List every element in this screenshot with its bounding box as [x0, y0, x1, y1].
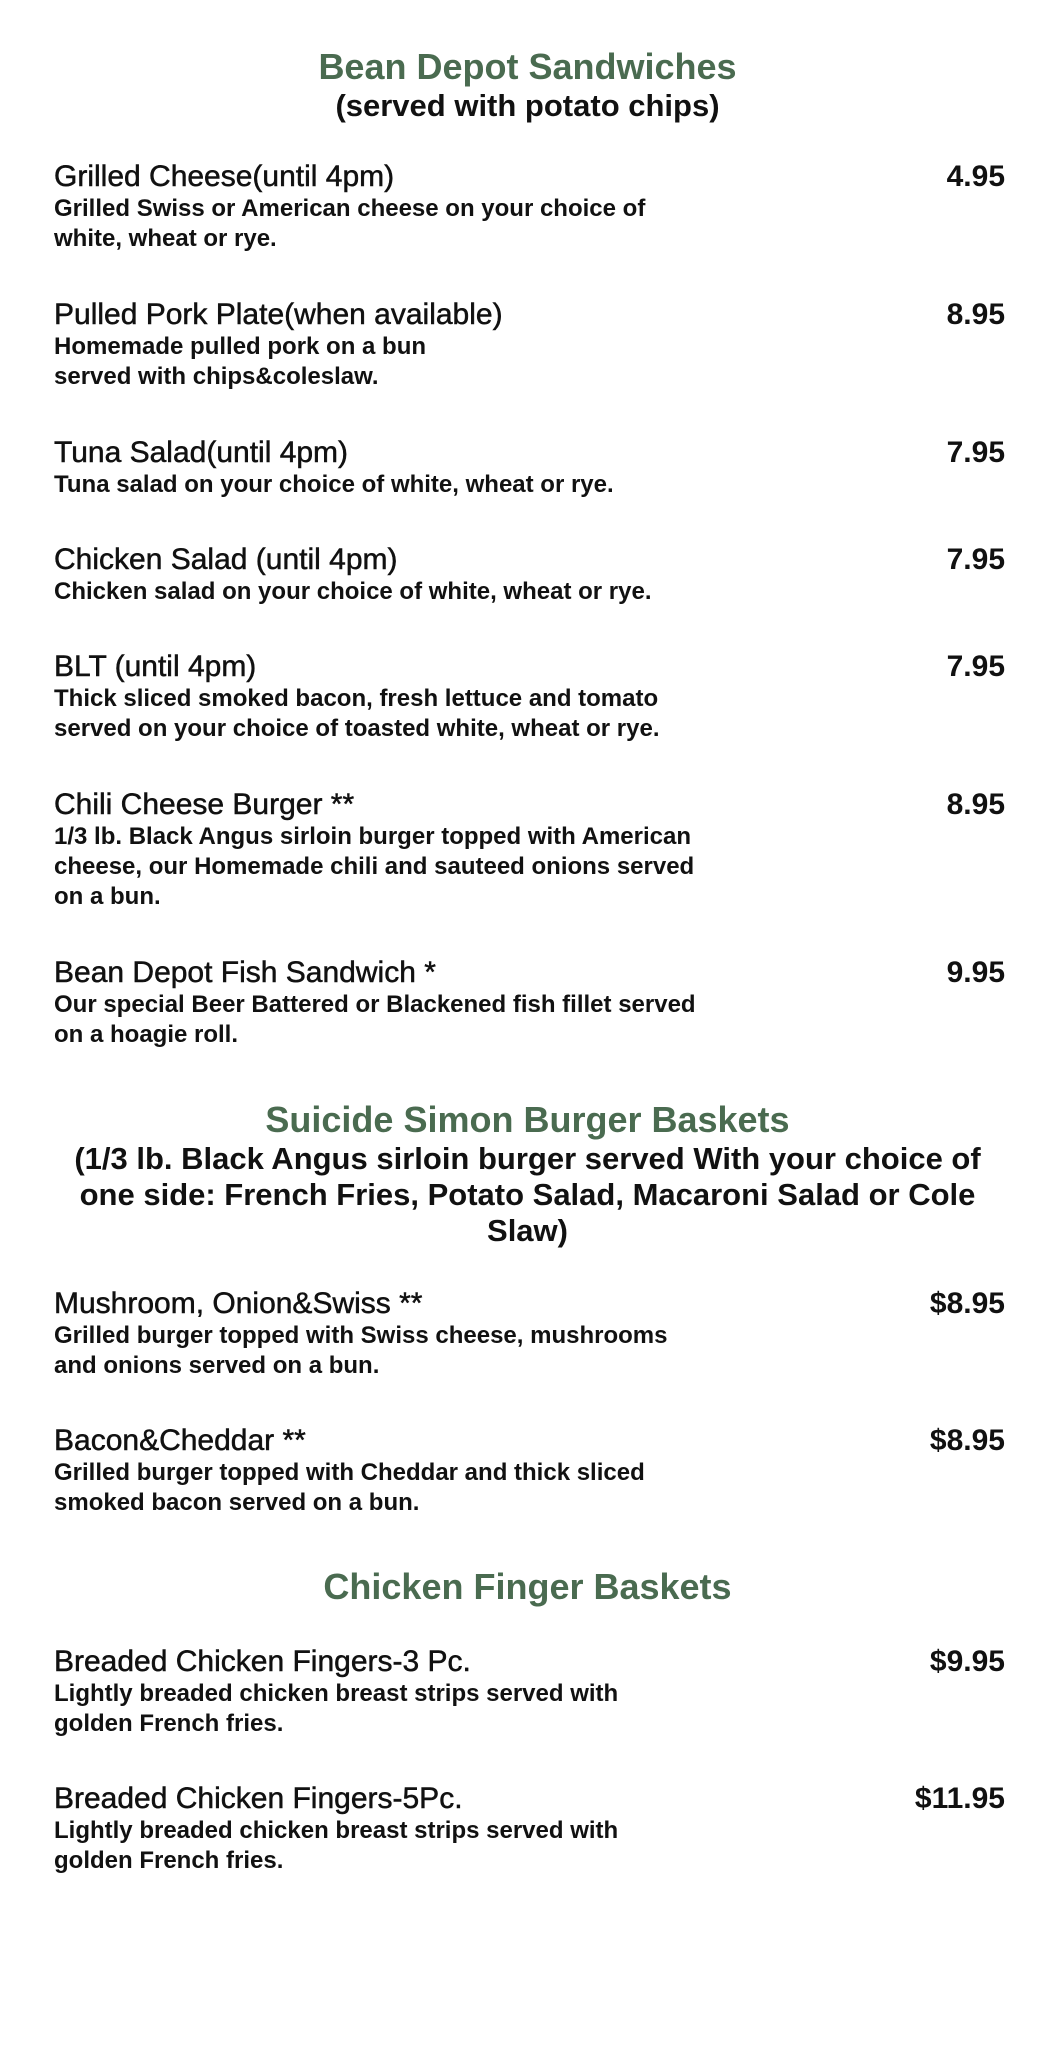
- item-price: 7.95: [946, 650, 1005, 683]
- item-name: Pulled Pork Plate(when available): [54, 298, 503, 331]
- item-description: Homemade pulled pork on a bun served with chips&coleslaw.: [54, 333, 427, 390]
- item-description: Tuna salad on your choice of white, wheat or rye.: [54, 471, 614, 498]
- item-name: Grilled Cheese(until 4pm): [54, 160, 395, 193]
- section-title: Chicken Finger Baskets: [323, 1566, 732, 1607]
- menu-item: [54, 436, 1005, 500]
- menu-item: [54, 788, 1005, 912]
- menu-item: [54, 650, 1005, 744]
- item-price: 7.95: [946, 436, 1005, 469]
- menu-item: [54, 1424, 1005, 1518]
- item-price: 8.95: [946, 788, 1005, 821]
- menu-item: [54, 1645, 1005, 1739]
- item-name: Bean Depot Fish Sandwich *: [54, 956, 436, 989]
- item-price: $8.95: [929, 1424, 1005, 1457]
- section-subtitle: (1/3 lb. Black Angus sirloin burger served With your choice of one side: French Fries, Potato Salad, Macaroni Salad or Cole Slaw): [74, 1141, 981, 1248]
- item-name: Mushroom, Onion&Swiss **: [54, 1287, 423, 1320]
- menu-item: [54, 1287, 1005, 1381]
- section-title: Bean Depot Sandwiches: [318, 46, 737, 87]
- item-price: 8.95: [946, 298, 1005, 331]
- item-name: Breaded Chicken Fingers-3 Pc.: [54, 1645, 471, 1678]
- menu-item: [54, 298, 1005, 392]
- item-description: Chicken salad on your choice of white, wheat or rye.: [54, 578, 652, 605]
- item-price: $11.95: [914, 1782, 1005, 1815]
- item-description: Lightly breaded chicken breast strips served with golden French fries.: [54, 1817, 619, 1874]
- item-description: Thick sliced smoked bacon, fresh lettuce and tomato served on your choice of toasted white, wheat or rye.: [54, 685, 660, 742]
- item-price: $8.95: [929, 1287, 1005, 1320]
- item-name: Breaded Chicken Fingers-5Pc.: [54, 1782, 463, 1815]
- menu-item: [54, 160, 1005, 254]
- item-name: Bacon&Cheddar **: [54, 1424, 306, 1457]
- section-header-chicken-fingers: [0, 1566, 1055, 1608]
- menu-item: [54, 1782, 1005, 1876]
- item-price: $9.95: [929, 1645, 1005, 1678]
- item-name: Chili Cheese Burger **: [54, 788, 355, 821]
- item-description: Grilled burger topped with Cheddar and thick sliced smoked bacon served on a bun.: [54, 1459, 645, 1516]
- item-price: 7.95: [946, 543, 1005, 576]
- item-name: Tuna Salad(until 4pm): [54, 436, 349, 469]
- section-header-sandwiches: [0, 46, 1055, 124]
- section-title: Suicide Simon Burger Baskets: [265, 1099, 790, 1140]
- section-subtitle: (served with potato chips): [335, 88, 720, 123]
- item-description: Grilled burger topped with Swiss cheese, mushrooms and onions served on a bun.: [54, 1322, 668, 1379]
- item-description: Grilled Swiss or American cheese on your choice of white, wheat or rye.: [54, 195, 646, 252]
- menu-item: [54, 543, 1005, 607]
- item-price: 4.95: [946, 160, 1005, 193]
- item-description: Our special Beer Battered or Blackened fish fillet served on a hoagie roll.: [54, 991, 696, 1048]
- item-price: 9.95: [946, 956, 1005, 989]
- item-description: 1/3 lb. Black Angus sirloin burger topped with American cheese, our Homemade chili and sauteed onions served on a bun.: [54, 823, 695, 910]
- item-description: Lightly breaded chicken breast strips served with golden French fries.: [54, 1680, 619, 1737]
- item-name: Chicken Salad (until 4pm): [54, 543, 398, 576]
- menu-item: [54, 956, 1005, 1050]
- item-name: BLT (until 4pm): [54, 650, 257, 683]
- section-header-burger-baskets: [0, 1099, 1055, 1249]
